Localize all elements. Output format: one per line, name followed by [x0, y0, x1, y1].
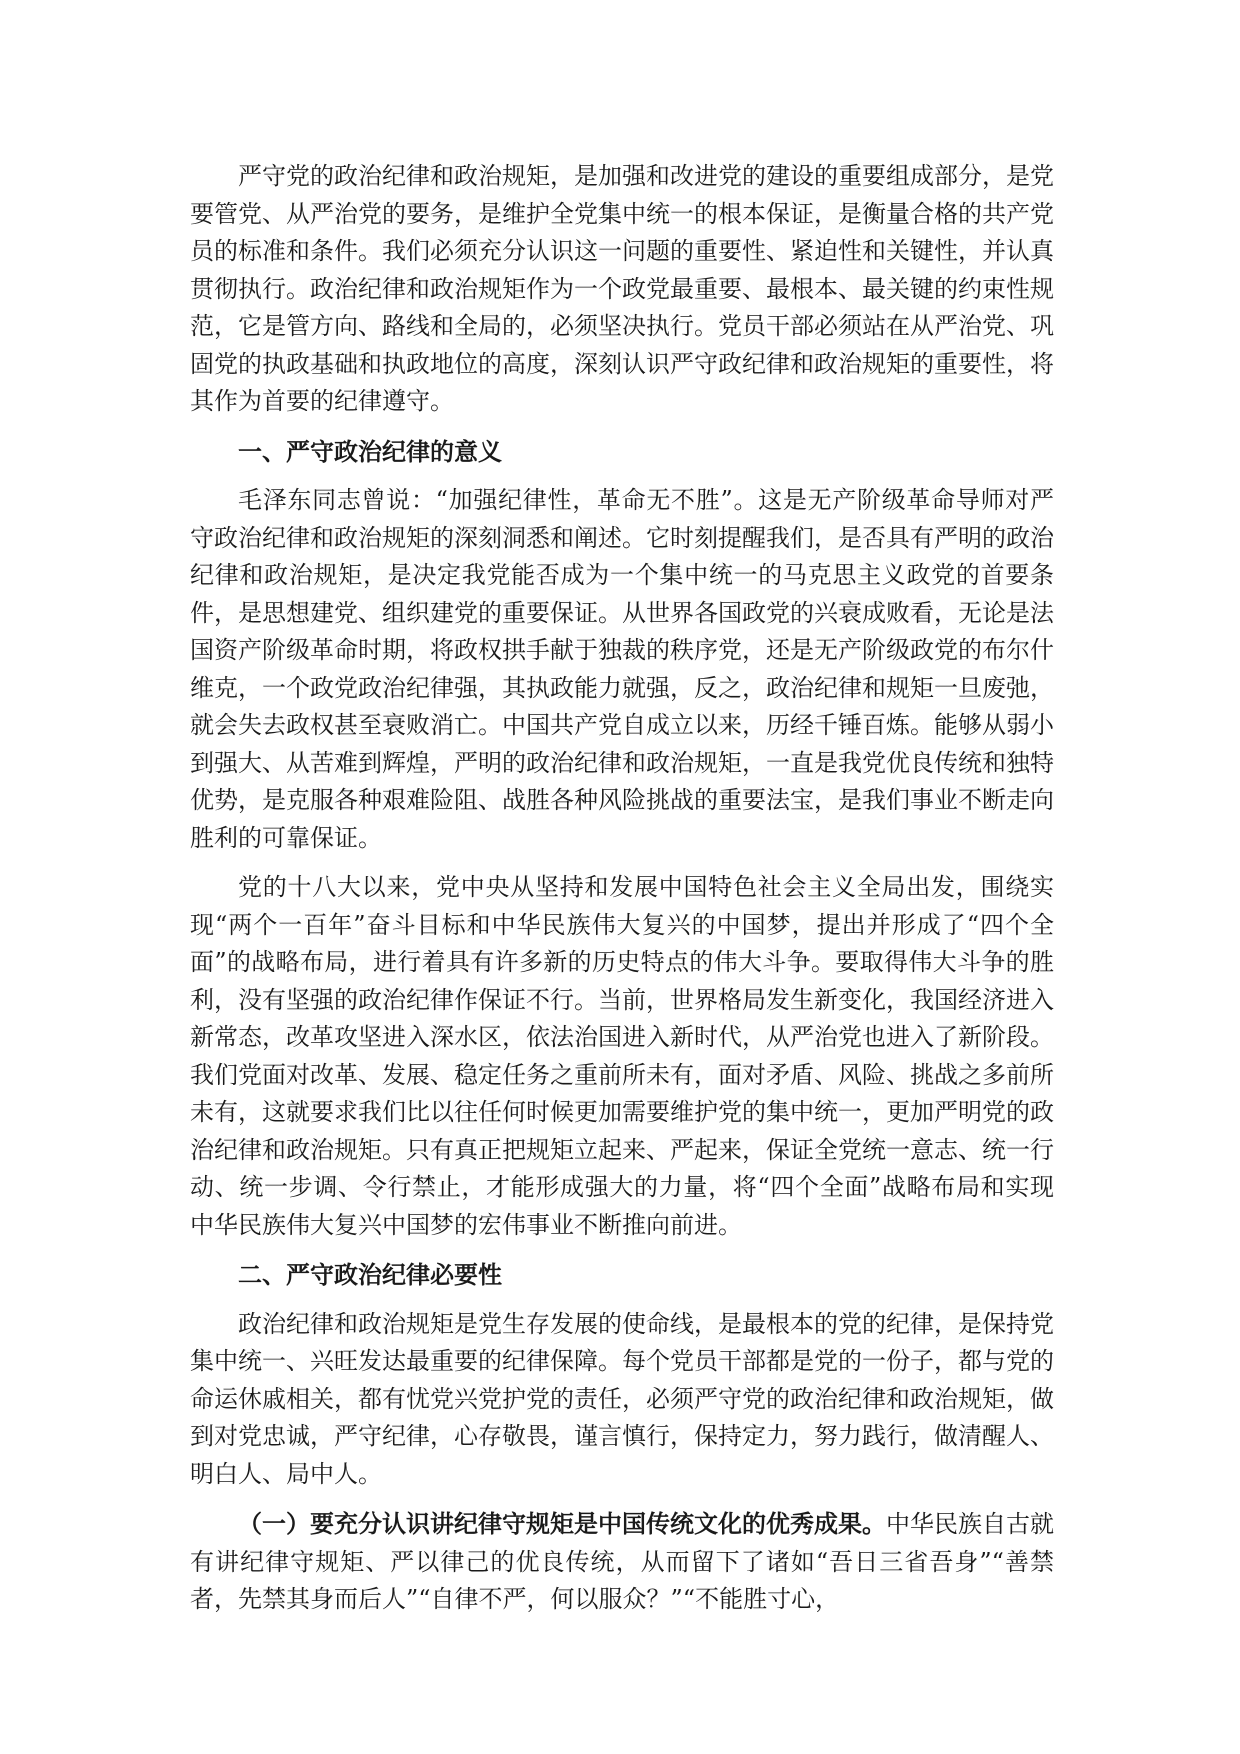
- subsection-lead: （一）要充分认识讲纪律守规矩是中国传统文化的优秀成果。: [238, 1509, 886, 1538]
- section-2-paragraph-1: 政治纪律和政治规矩是党生存发展的使命线，是最根本的党的纪律，是保持党集中统一、兴旺发达最重要的纪律保障。每个党员干部都是党的一份子，都与党的命运休戚相关，都有忧党兴党护党的责任，必须严守党的政治纪律和政治规矩，做到对党忠诚，严守纪律，心存敬畏，谨言慎行，保持定力，努力践行，做清醒人、明白人、局中人。: [190, 1309, 1054, 1488]
- section-heading-2: 二、严守政治纪律必要性: [238, 1260, 502, 1289]
- section-1-paragraph-2: 党的十八大以来，党中央从坚持和发展中国特色社会主义全局出发，围绕实现“两个一百年”奋斗目标和中华民族伟大复兴的中国梦，提出并形成了“四个全面”的战略布局，进行着具有许多新的历史特点的伟大斗争。要取得伟大斗争的胜利，没有坚强的政治纪律作保证不行。当前，世界格局发生新变化，我国经济进入新常态，改革攻坚进入深水区，依法治国进入新时代，从严治党也进入了新阶段。我们党面对改革、发展、稳定任务之重前所未有，面对矛盾、风险、挑战之多前所未有，这就要求我们比以往任何时候更加需要维护党的集中统一，更加严明党的政治纪律和政治规矩。只有真正把规矩立起来、严起来，保证全党统一意志、统一行动、统一步调、令行禁止，才能形成强大的力量，将“四个全面”战略布局和实现中华民族伟大复兴中国梦的宏伟事业不断推向前进。: [190, 873, 1054, 1239]
- document-page: [190, 158, 1054, 1631]
- subsection-paragraph: [190, 1505, 1054, 1619]
- section-1-paragraph-1: 毛泽东同志曾说：“加强纪律性，革命无不胜”。这是无产阶级革命导师对严守政治纪律和政治规矩的深刻洞悉和阐述。它时刻提醒我们，是否具有严明的政治纪律和政治规矩，是决定我党能否成为一个集中统一的马克思主义政党的首要条件，是思想建党、组织建党的重要保证。从世界各国政党的兴衰成败看，无论是法国资产阶级革命时期，将政权拱手献于独裁的秩序党，还是无产阶级政党的布尔什维克，一个政党政治纪律强，其执政能力就强，反之，政治纪律和规矩一旦废弛，就会失去政权甚至衰败消亡。中国共产党自成立以来，历经千锤百炼。能够从弱小到强大、从苦难到辉煌，严明的政治纪律和政治规矩，一直是我党优良传统和独特优势，是克服各种艰难险阻、战胜各种风险挑战的重要法宝，是我们事业不断走向胜利的可靠保证。: [190, 486, 1054, 852]
- section-heading-1: 一、严守政治纪律的意义: [238, 436, 502, 466]
- subsection-body: 中华民族自古就有讲纪律守规矩、严以律己的优良传统，从而留下了诸如“吾日三省吾身”“善禁者，先禁其身而后人”“自律不严，何以服众？”“不能胜寸心，: [190, 1510, 1054, 1613]
- intro-paragraph: 严守党的政治纪律和政治规矩，是加强和改进党的建设的重要组成部分，是党要管党、从严治党的要务，是维护全党集中统一的根本保证，是衡量合格的共产党员的标准和条件。我们必须充分认识这一问题的重要性、紧迫性和关键性，并认真贯彻执行。政治纪律和政治规矩作为一个政党最重要、最根本、最关键的约束性规范，它是管方向、路线和全局的，必须坚决执行。党员干部必须站在从严治党、巩固党的执政基础和执政地位的高度，深刻认识严守政纪律和政治规矩的重要性，将其作为首要的纪律遵守。: [190, 162, 1054, 415]
